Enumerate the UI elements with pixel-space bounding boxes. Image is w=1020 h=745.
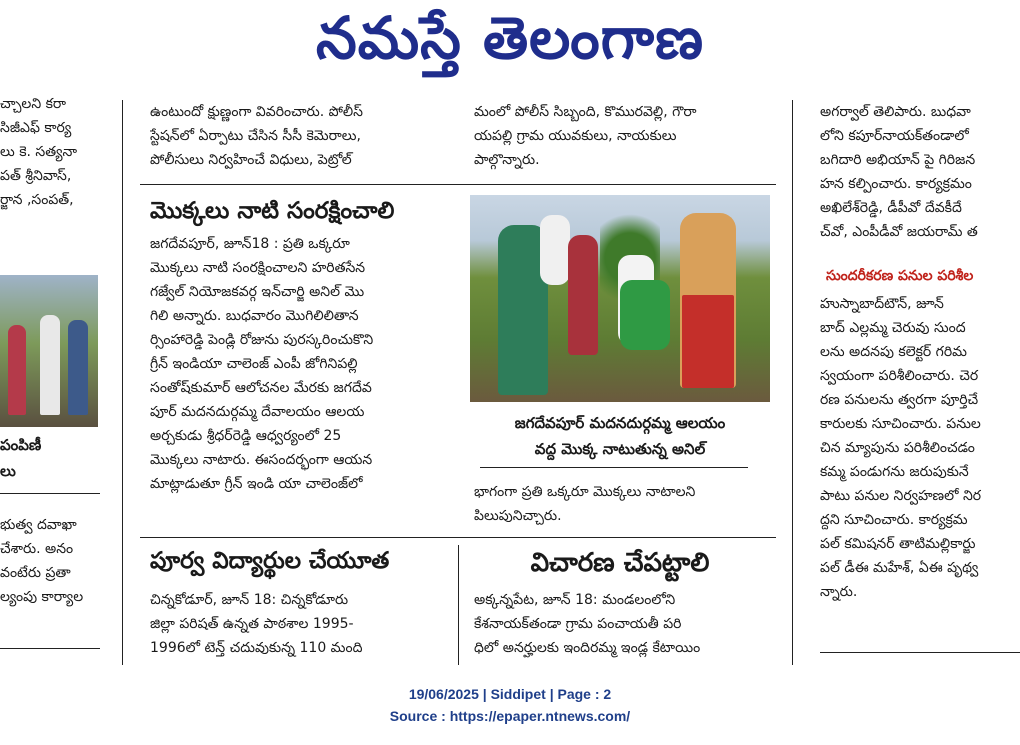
text-line: పాల్గొన్నారు. <box>474 152 540 168</box>
article-subhead: సుందరీకరణ పనుల పరిశీల <box>826 268 974 284</box>
text-line: పంపిణీ <box>0 436 42 454</box>
text-line: అర్చకుడు శ్రీధర్‌రెడ్డి ఆధ్వర్యంలో 25 <box>150 428 342 444</box>
text-line: మొక్కలు నాటారు. ఈసందర్భంగా ఆయన <box>150 452 373 468</box>
text-line: జగదేవపూర్, జూన్18 : ప్రతి ఒక్కరూ <box>150 236 350 252</box>
left-fragment-bottom <box>0 513 102 613</box>
text-line: బగిదారి అభియాన్ పై గిరిజన <box>820 152 976 168</box>
text-line: ల్యంపు కార్యాల <box>0 589 84 605</box>
column-rule <box>792 100 793 665</box>
text-line: చ్‌వో, ఎంపీడీవో జయరామ్ త <box>820 224 978 240</box>
text-line: కారులకు సూచించారు. పనుల <box>820 416 981 432</box>
right-fragment-top <box>820 100 1020 260</box>
text-line: పల్ కమిషనర్ తాటిమల్లికార్జు <box>820 536 976 552</box>
text-line: పాటు పనుల నిర్వహణలో నిర <box>820 488 982 504</box>
column-rule <box>458 545 459 665</box>
text-line: సిజీఎఫ్ కార్య <box>0 120 72 136</box>
divider <box>140 184 776 185</box>
person-figure <box>40 315 60 415</box>
text-line: చిన్నకోడూర్, జూన్ 18: చిన్నకోడూరు <box>150 592 349 608</box>
text-line: హుస్నాబాద్‌టౌన్, జూన్ <box>820 296 944 312</box>
article-body <box>150 588 450 664</box>
text-line: గ్రీన్ ఇండియా చాలెంజ్ ఎంపీ జోగినిపల్లి <box>150 356 358 372</box>
right-fragment-bottom <box>820 292 1020 646</box>
article-body <box>474 588 770 664</box>
divider <box>0 648 100 649</box>
left-fragment-top <box>0 92 102 242</box>
text-line: స్వయంగా పరిశీలించారు. చెర <box>820 368 979 384</box>
divider <box>140 537 776 538</box>
col-a-top <box>150 100 450 178</box>
text-line: లను అదనపు కలెక్టర్ గరిమ <box>820 344 967 360</box>
text-line: గిలి అన్నారు. బుధవారం మొగిలిలితాన <box>150 308 359 324</box>
text-line: ర్సింహారెడ్డి పెండ్లి రోజును పురస్కరించుకొని <box>150 332 374 348</box>
text-line: కేశనాయక్‌తండా గ్రామ పంచాయతీ పరి <box>474 616 682 632</box>
text-line: జిల్లా పరిషత్ ఉన్నత పాఠశాల 1995- <box>150 616 354 632</box>
text-line: అగర్వాల్ తెలిపారు. బుధవా <box>820 104 971 120</box>
article-headline: విచారణ చేపట్టాలి <box>530 548 710 578</box>
person-figure <box>568 235 598 355</box>
divider <box>0 493 100 494</box>
person-figure <box>8 325 26 415</box>
article-headline: పూర్వ విద్యార్థుల చేయూత <box>150 548 390 574</box>
text-line: పల్ డీఈ మహేశ్, ఏఈ పృథ్వ <box>820 560 979 576</box>
divider <box>480 467 748 468</box>
text-line: అఖిలేశ్‌రెడ్డి, డీపీవో దేవకీదే <box>820 200 962 216</box>
text-line: భుత్వ దవాఖా <box>0 517 77 533</box>
person-figure <box>68 320 88 415</box>
article-continuation <box>474 480 770 530</box>
text-line: కమ్మ పండుగను జరుపుకునే <box>820 464 969 480</box>
text-line: చిన మ్యాపును పరిశీలించడం <box>820 440 975 456</box>
text-line: పిలుపునిచ్చారు. <box>474 508 562 524</box>
text-line: లోని కపూర్‌నాయక్‌తండాలో <box>820 128 969 144</box>
text-line: న్నారు. <box>820 584 858 600</box>
person-figure <box>620 280 670 350</box>
left-fragment-mid <box>0 432 102 488</box>
text-line: మొక్కలు నాటి సంరక్షించాలని హరితసేన <box>150 260 366 276</box>
person-figure <box>682 295 734 388</box>
text-line: రణ పనులను త్వరగా పూర్తిచే <box>820 392 979 408</box>
text-line: పోలీసులు నిర్వహించే విధులు, పెట్రోల్ <box>150 152 352 168</box>
text-line: లు <box>0 462 16 480</box>
col-b-top <box>474 100 770 178</box>
text-line: ధిలో అనర్హులకు ఇందిరమ్మ ఇండ్ల కేటాయిం <box>474 640 701 656</box>
photo-caption <box>474 410 766 464</box>
caption-line: వద్ద మొక్క నాటుతున్న అనిల్ <box>534 440 706 458</box>
text-line: చేశారు. అనం <box>0 541 74 557</box>
text-line: ద్దని సూచించారు. కార్యక్రమ <box>820 512 968 528</box>
text-line: బాద్ ఎల్లమ్మ చెరువు సుంద <box>820 320 966 336</box>
text-line: హన కల్పించారు. కార్యక్రమం <box>820 176 972 192</box>
text-line: గజ్వేల్ నియోజకవర్గ ఇన్‌చార్జి అనిల్ మొ <box>150 284 365 300</box>
masthead <box>0 0 1020 92</box>
text-line: భాగంగా ప్రతి ఒక్కరూ మొక్కలు నాటాలని <box>474 484 696 500</box>
newspaper-title: నమస్తే తెలంగాణ <box>316 4 704 72</box>
text-line: స్టేషన్‌లో ఏర్పాటు చేసిన సీసీ కెమెరాలు, <box>150 128 361 144</box>
text-line: పత్ శ్రీనివాస్, <box>0 168 72 184</box>
text-line: అక్కన్నపేట, జూన్ 18: మండలంలోని <box>474 592 676 608</box>
text-line: చ్చాలని కరా <box>0 96 67 112</box>
article-body <box>150 232 452 532</box>
footer-source-line: Source : https://epaper.ntnews.com/ <box>389 708 631 724</box>
text-line: సంతోష్‌కుమార్ ఆలోచనల మేరకు జగదేవ <box>150 380 372 396</box>
article-photo <box>470 195 770 402</box>
text-line: ర్జాన ,సంపత్, <box>0 192 74 208</box>
column-rule <box>122 100 123 665</box>
footer-date-line: 19/06/2025 | Siddipet | Page : 2 <box>408 686 612 702</box>
text-line: యపల్లి గ్రామ యువకులు, నాయకులు <box>474 128 677 144</box>
text-line: 1996లో టెన్త్ చదువుకున్న 110 మంది <box>150 640 363 656</box>
text-line: ఉంటుందో క్షుణ్ణంగా వివరించారు. పోలీస్ <box>150 104 363 120</box>
left-fragment-photo <box>0 275 98 427</box>
divider <box>820 652 1020 653</box>
person-figure <box>540 215 570 285</box>
text-line: లు కె. సత్యనా <box>0 144 78 160</box>
article-headline: మొక్కలు నాటి సంరక్షించాలి <box>150 198 395 224</box>
caption-line: జగదేవపూర్ మదనదుర్గమ్మ ఆలయం <box>514 414 726 432</box>
text-line: పూర్ మదనదుర్గమ్మ దేవాలయం ఆలయ <box>150 404 365 420</box>
text-line: మంలో పోలీస్ సిబ్బంది, కొమురవెల్లి, గౌరా <box>474 104 697 120</box>
text-line: వంటేరు ప్రతా <box>0 565 71 581</box>
text-line: మాట్లాడుతూ గ్రీన్ ఇండి యా చాలెంజ్‌లో <box>150 476 363 492</box>
